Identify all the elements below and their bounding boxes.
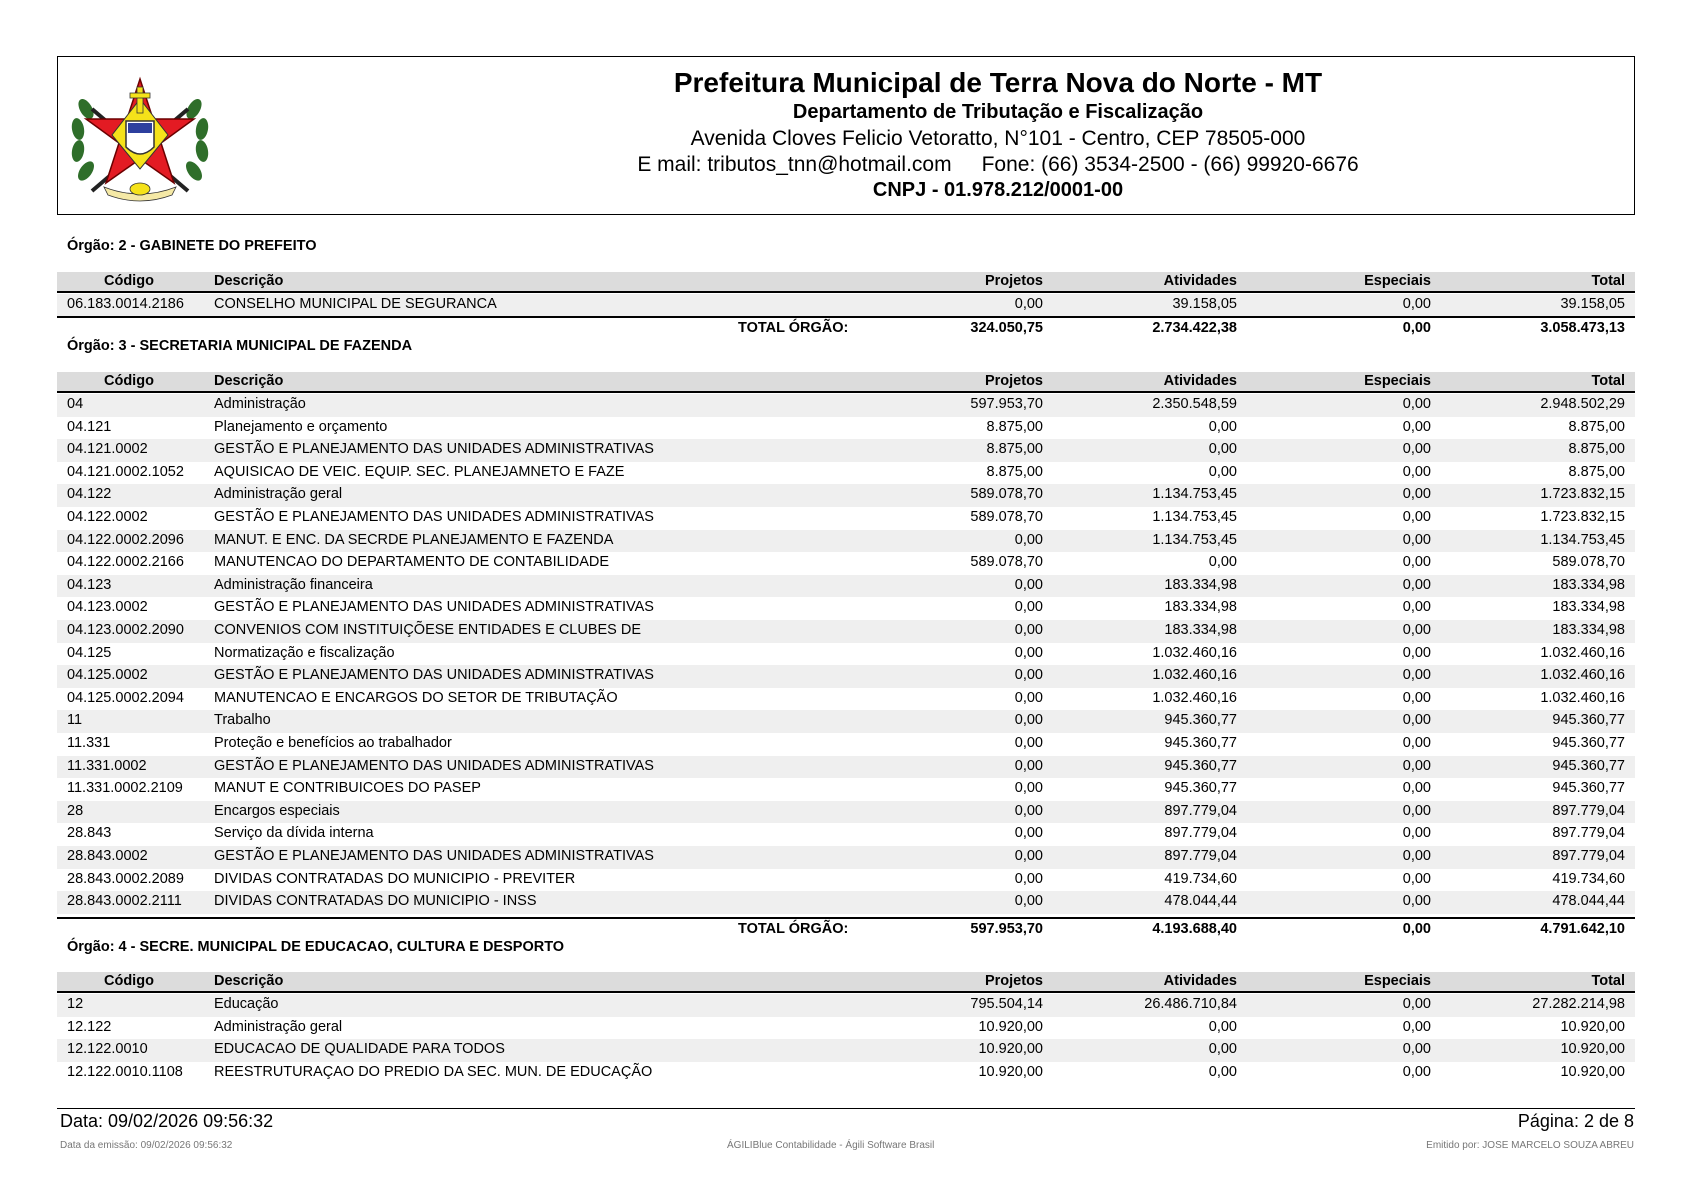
cell-codigo: 04 [67, 396, 84, 412]
cell-especiais: 0,00 [1402, 825, 1431, 842]
cell-codigo: 04.122.0002.2166 [67, 554, 184, 571]
table-row [57, 846, 1635, 869]
cell-descricao: GESTÃO E PLANEJAMENTO DAS UNIDADES ADMINISTRATIVAS [214, 667, 654, 684]
table-row [57, 462, 1635, 485]
cell-especiais: 0,00 [1402, 780, 1431, 797]
cell-total: 897.779,04 [1552, 848, 1625, 864]
cell-especiais: 0,00 [1402, 848, 1431, 864]
cell-projetos: 0,00 [1014, 802, 1043, 819]
column-header-especiais: Especiais [1364, 373, 1431, 389]
cell-especiais: 0,00 [1402, 622, 1431, 638]
orgao-title: Órgão: 2 - GABINETE DO PREFEITO [67, 238, 317, 254]
cell-descricao: AQUISICAO DE VEIC. EQUIP. SEC. PLANEJAMNETO E FAZE [214, 463, 625, 480]
cell-projetos: 795.504,14 [970, 996, 1043, 1012]
cell-descricao: Administração [214, 396, 306, 412]
table-row [57, 417, 1635, 440]
cell-especiais: 0,00 [1402, 735, 1431, 751]
header-phone: Fone: (66) 3534-2500 - (66) 99920-6676 [981, 153, 1359, 176]
cell-projetos: 0,00 [1014, 757, 1043, 774]
total-total: 3.058.473,13 [1540, 320, 1625, 336]
cell-projetos: 10.920,00 [978, 1063, 1043, 1080]
column-header-projetos: Projetos [984, 273, 1043, 289]
cell-atividades: 0,00 [1208, 554, 1237, 571]
cell-codigo: 11.331.0002.2109 [67, 780, 183, 797]
cell-atividades: 0,00 [1208, 418, 1237, 435]
cell-projetos: 0,00 [1014, 599, 1043, 616]
column-header-descricao: Descrição [214, 973, 284, 989]
cell-codigo: 04.122.0002 [67, 509, 148, 525]
cell-descricao: DIVIDAS CONTRATADAS DO MUNICIPIO - PREVITER [214, 870, 576, 887]
table-row [57, 1062, 1635, 1085]
cell-codigo: 11 [67, 712, 83, 729]
table-row [57, 1039, 1635, 1062]
column-header-projetos: Projetos [984, 973, 1043, 989]
table-row [57, 891, 1635, 914]
cell-codigo: 04.125 [67, 644, 112, 661]
cell-atividades: 478.044,44 [1164, 893, 1237, 910]
cell-total: 1.032.460,16 [1540, 689, 1625, 706]
cell-codigo: 12.122 [67, 1018, 112, 1035]
cell-projetos: 0,00 [1014, 576, 1043, 593]
cell-codigo: 28 [67, 802, 84, 819]
cell-especiais: 0,00 [1402, 576, 1431, 593]
table-row [57, 575, 1635, 598]
cell-codigo: 04.122 [67, 486, 112, 503]
column-header-codigo: Código [104, 273, 154, 289]
table-header [57, 972, 1635, 993]
cell-total: 8.875,00 [1568, 463, 1625, 480]
cell-projetos: 589.078,70 [970, 554, 1043, 571]
municipal-coat-of-arms-icon [64, 69, 216, 209]
cell-total: 1.723.832,15 [1540, 509, 1625, 525]
cell-projetos: 0,00 [1014, 893, 1043, 910]
cell-descricao: MANUTENCAO DO DEPARTAMENTO DE CONTABILIDADE [214, 554, 610, 571]
cell-codigo: 04.121.0002 [67, 441, 148, 458]
column-header-total: Total [1591, 273, 1625, 289]
cell-descricao: MANUT E CONTRIBUICOES DO PASEP [214, 780, 481, 797]
cell-total: 8.875,00 [1568, 418, 1625, 435]
total-especiais: 0,00 [1402, 320, 1431, 336]
cell-descricao: Normatização e fiscalização [214, 644, 395, 661]
cell-total: 1.134.753,45 [1540, 531, 1625, 548]
cell-descricao: GESTÃO E PLANEJAMENTO DAS UNIDADES ADMINISTRATIVAS [214, 441, 654, 458]
cell-projetos: 0,00 [1014, 825, 1043, 842]
cell-codigo: 11.331.0002 [67, 757, 147, 774]
cell-especiais: 0,00 [1402, 712, 1431, 729]
cell-codigo: 04.121.0002.1052 [67, 463, 184, 480]
total-orgao-label: TOTAL ÓRGÃO: [738, 921, 849, 937]
cell-codigo: 12.122.0010.1108 [67, 1063, 183, 1080]
column-header-atividades: Atividades [1163, 373, 1237, 389]
cell-codigo: 12.122.0010 [67, 1041, 148, 1058]
cell-atividades: 0,00 [1208, 441, 1237, 458]
table-row [57, 620, 1635, 643]
table-row [57, 1017, 1635, 1040]
cell-atividades: 0,00 [1208, 1041, 1237, 1058]
table-row [57, 778, 1635, 801]
cell-codigo: 11.331 [67, 735, 111, 751]
table-row [57, 294, 1635, 317]
cell-projetos: 0,00 [1014, 870, 1043, 887]
cell-projetos: 0,00 [1014, 622, 1043, 638]
table-row [57, 597, 1635, 620]
cell-atividades: 0,00 [1208, 1063, 1237, 1080]
cell-total: 945.360,77 [1552, 735, 1625, 751]
cell-projetos: 0,00 [1014, 735, 1043, 751]
table-header [57, 372, 1635, 393]
cell-projetos: 589.078,70 [970, 486, 1043, 503]
total-orgao-row [57, 316, 1635, 338]
cell-atividades: 419.734,60 [1164, 870, 1237, 887]
cell-codigo: 04.125.0002 [67, 667, 148, 684]
cell-descricao: MANUT. E ENC. DA SECRDE PLANEJAMENTO E FAZENDA [214, 531, 614, 548]
cell-especiais: 0,00 [1402, 599, 1431, 616]
cell-total: 27.282.214,98 [1532, 996, 1625, 1012]
cell-especiais: 0,00 [1402, 757, 1431, 774]
orgao-title: Órgão: 3 - SECRETARIA MUNICIPAL DE FAZENDA [67, 338, 413, 354]
cell-descricao: GESTÃO E PLANEJAMENTO DAS UNIDADES ADMINISTRATIVAS [214, 599, 654, 616]
cell-projetos: 0,00 [1014, 644, 1043, 661]
cell-especiais: 0,00 [1402, 667, 1431, 684]
cell-descricao: Planejamento e orçamento [214, 418, 388, 435]
table-row [57, 733, 1635, 756]
cell-total: 897.779,04 [1552, 825, 1625, 842]
cell-projetos: 8.875,00 [986, 463, 1043, 480]
cell-descricao: Serviço da dívida interna [214, 825, 374, 842]
cell-projetos: 589.078,70 [970, 509, 1043, 525]
header-contact [498, 153, 1498, 177]
cell-especiais: 0,00 [1402, 1018, 1431, 1035]
cell-codigo: 04.121 [67, 418, 112, 435]
total-total: 4.791.642,10 [1540, 921, 1625, 937]
cell-atividades: 1.134.753,45 [1152, 486, 1237, 503]
table-header [57, 272, 1635, 293]
cell-projetos: 0,00 [1014, 780, 1043, 797]
table-row [57, 994, 1635, 1017]
column-header-total: Total [1591, 373, 1625, 389]
cell-projetos: 0,00 [1014, 667, 1043, 684]
total-atividades: 4.193.688,40 [1152, 921, 1237, 937]
footer-issued-by: Emitido por: JOSE MARCELO SOUZA ABREU [1426, 1140, 1634, 1151]
cell-descricao: Administração geral [214, 1018, 343, 1035]
cell-descricao: CONVENIOS COM INSTITUIÇÕESE ENTIDADES E CLUBES DE [214, 622, 642, 638]
column-header-descricao: Descrição [214, 373, 284, 389]
cell-total: 945.360,77 [1552, 712, 1625, 729]
cell-atividades: 0,00 [1208, 463, 1237, 480]
table-row [57, 643, 1635, 666]
cell-especiais: 0,00 [1402, 689, 1431, 706]
cell-descricao: GESTÃO E PLANEJAMENTO DAS UNIDADES ADMINISTRATIVAS [214, 509, 654, 525]
cell-total: 10.920,00 [1560, 1063, 1625, 1080]
cell-total: 897.779,04 [1552, 802, 1625, 819]
cell-projetos: 0,00 [1014, 531, 1043, 548]
cell-especiais: 0,00 [1402, 802, 1431, 819]
cell-atividades: 1.134.753,45 [1152, 531, 1237, 548]
cell-atividades: 897.779,04 [1164, 825, 1237, 842]
cell-atividades: 945.360,77 [1164, 735, 1237, 751]
cell-codigo: 04.122.0002.2096 [67, 531, 184, 548]
cell-atividades: 1.032.460,16 [1152, 689, 1237, 706]
cell-especiais: 0,00 [1402, 531, 1431, 548]
cell-projetos: 0,00 [1014, 689, 1043, 706]
cell-total: 1.032.460,16 [1540, 644, 1625, 661]
column-header-codigo: Código [104, 973, 154, 989]
cell-codigo: 04.123 [67, 576, 112, 593]
cell-projetos: 0,00 [1014, 848, 1043, 864]
column-header-descricao: Descrição [214, 273, 284, 289]
cell-atividades: 1.134.753,45 [1152, 509, 1237, 525]
cell-atividades: 39.158,05 [1172, 296, 1237, 312]
cell-atividades: 183.334,98 [1164, 622, 1237, 638]
cell-atividades: 1.032.460,16 [1152, 644, 1237, 661]
cell-atividades: 945.360,77 [1164, 712, 1237, 729]
cell-descricao: Educação [214, 996, 279, 1012]
cell-total: 945.360,77 [1552, 780, 1625, 797]
table-row [57, 688, 1635, 711]
table-row [57, 823, 1635, 846]
cell-atividades: 945.360,77 [1164, 780, 1237, 797]
cell-especiais: 0,00 [1402, 296, 1431, 312]
cell-descricao: Trabalho [214, 712, 271, 729]
header-department: Departamento de Tributação e Fiscalização [792, 101, 1204, 123]
cell-total: 945.360,77 [1552, 757, 1625, 774]
cell-atividades: 945.360,77 [1164, 757, 1237, 774]
table-row [57, 507, 1635, 530]
cell-total: 478.044,44 [1552, 893, 1625, 910]
cell-atividades: 897.779,04 [1164, 848, 1237, 864]
cell-total: 183.334,98 [1552, 622, 1625, 638]
column-header-projetos: Projetos [984, 373, 1043, 389]
cell-descricao: GESTÃO E PLANEJAMENTO DAS UNIDADES ADMINISTRATIVAS [214, 848, 654, 864]
cell-atividades: 183.334,98 [1164, 599, 1237, 616]
header-cnpj: CNPJ - 01.978.212/0001-00 [872, 179, 1124, 201]
cell-especiais: 0,00 [1402, 1063, 1431, 1080]
cell-especiais: 0,00 [1402, 644, 1431, 661]
cell-especiais: 0,00 [1402, 463, 1431, 480]
cell-total: 39.158,05 [1560, 296, 1625, 312]
header-title: Prefeitura Municipal de Terra Nova do Norte - MT [673, 67, 1323, 98]
table-row [57, 756, 1635, 779]
header-email: E mail: tributos_tnn@hotmail.com [637, 153, 952, 176]
cell-especiais: 0,00 [1402, 1041, 1431, 1058]
table-row [57, 394, 1635, 417]
cell-descricao: Administração financeira [214, 576, 373, 593]
table-row [57, 439, 1635, 462]
cell-atividades: 0,00 [1208, 1018, 1237, 1035]
table-row [57, 552, 1635, 575]
cell-descricao: Administração geral [214, 486, 343, 503]
cell-codigo: 04.123.0002.2090 [67, 622, 184, 638]
orgao-title: Órgão: 4 - SECRE. MUNICIPAL DE EDUCACAO, CULTURA E DESPORTO [67, 939, 565, 955]
table-row [57, 665, 1635, 688]
cell-codigo: 12 [67, 996, 84, 1012]
table-row [57, 530, 1635, 553]
total-projetos: 324.050,75 [970, 320, 1043, 336]
cell-projetos: 0,00 [1014, 712, 1043, 729]
total-atividades: 2.734.422,38 [1152, 320, 1237, 336]
table-row [57, 869, 1635, 892]
cell-descricao: DIVIDAS CONTRATADAS DO MUNICIPIO - INSS [214, 893, 537, 910]
cell-projetos: 10.920,00 [978, 1041, 1043, 1058]
table-row [57, 710, 1635, 733]
cell-codigo: 28.843.0002.2089 [67, 870, 184, 887]
table-row [57, 484, 1635, 507]
cell-especiais: 0,00 [1402, 441, 1431, 458]
cell-descricao: CONSELHO MUNICIPAL DE SEGURANCA [214, 296, 497, 312]
cell-codigo: 06.183.0014.2186 [67, 296, 184, 312]
header-address: Avenida Cloves Felicio Vetoratto, N°101 - Centro, CEP 78505-000 [690, 127, 1306, 150]
cell-atividades: 1.032.460,16 [1152, 667, 1237, 684]
cell-especiais: 0,00 [1402, 396, 1431, 412]
cell-descricao: REESTRUTURAÇAO DO PREDIO DA SEC. MUN. DE EDUCAÇÃO [214, 1063, 653, 1080]
total-projetos: 597.953,70 [970, 921, 1043, 937]
cell-codigo: 28.843.0002 [67, 848, 148, 864]
cell-especiais: 0,00 [1402, 418, 1431, 435]
cell-descricao: EDUCACAO DE QUALIDADE PARA TODOS [214, 1041, 505, 1058]
cell-total: 1.032.460,16 [1540, 667, 1625, 684]
cell-total: 10.920,00 [1560, 1018, 1625, 1035]
footer-page-number: Página: 2 de 8 [1517, 1111, 1634, 1131]
cell-projetos: 8.875,00 [986, 418, 1043, 435]
footer-date: Data: 09/02/2026 09:56:32 [60, 1111, 274, 1131]
cell-atividades: 26.486.710,84 [1144, 996, 1237, 1012]
cell-total: 589.078,70 [1552, 554, 1625, 571]
cell-descricao: Proteção e benefícios ao trabalhador [214, 735, 452, 751]
cell-descricao: GESTÃO E PLANEJAMENTO DAS UNIDADES ADMINISTRATIVAS [214, 757, 654, 774]
cell-especiais: 0,00 [1402, 893, 1431, 910]
cell-especiais: 0,00 [1402, 509, 1431, 525]
total-orgao-row [57, 917, 1635, 939]
total-especiais: 0,00 [1402, 921, 1431, 937]
cell-codigo: 28.843.0002.2111 [67, 893, 182, 910]
cell-especiais: 0,00 [1402, 996, 1431, 1012]
cell-especiais: 0,00 [1402, 870, 1431, 887]
cell-atividades: 183.334,98 [1164, 576, 1237, 593]
cell-projetos: 8.875,00 [986, 441, 1043, 458]
cell-descricao: MANUTENCAO E ENCARGOS DO SETOR DE TRIBUTAÇÃO [214, 689, 618, 706]
column-header-especiais: Especiais [1364, 973, 1431, 989]
cell-total: 419.734,60 [1552, 870, 1625, 887]
column-header-total: Total [1591, 973, 1625, 989]
cell-atividades: 897.779,04 [1164, 802, 1237, 819]
report-header [57, 56, 1635, 215]
column-header-atividades: Atividades [1163, 273, 1237, 289]
cell-especiais: 0,00 [1402, 486, 1431, 503]
column-header-codigo: Código [104, 373, 154, 389]
cell-total: 183.334,98 [1552, 576, 1625, 593]
cell-total: 10.920,00 [1560, 1041, 1625, 1058]
column-header-atividades: Atividades [1163, 973, 1237, 989]
table-row [57, 801, 1635, 824]
cell-codigo: 04.123.0002 [67, 599, 148, 616]
column-header-especiais: Especiais [1364, 273, 1431, 289]
cell-total: 2.948.502,29 [1540, 396, 1625, 412]
cell-projetos: 0,00 [1014, 296, 1043, 312]
cell-total: 1.723.832,15 [1540, 486, 1625, 503]
footer-emission-date: Data da emissão: 09/02/2026 09:56:32 [60, 1140, 233, 1151]
cell-descricao: Encargos especiais [214, 802, 340, 819]
cell-codigo: 28.843 [67, 825, 112, 842]
cell-projetos: 597.953,70 [970, 396, 1043, 412]
cell-total: 183.334,98 [1552, 599, 1625, 616]
cell-projetos: 10.920,00 [978, 1018, 1043, 1035]
footer-software: ÁGILIBlue Contabilidade - Ágili Software Brasil [727, 1140, 935, 1151]
footer-divider [57, 1108, 1635, 1109]
cell-especiais: 0,00 [1402, 554, 1431, 571]
cell-codigo: 04.125.0002.2094 [67, 689, 184, 706]
total-orgao-label: TOTAL ÓRGÃO: [738, 320, 849, 336]
cell-atividades: 2.350.548,59 [1152, 396, 1237, 412]
cell-total: 8.875,00 [1568, 441, 1625, 458]
